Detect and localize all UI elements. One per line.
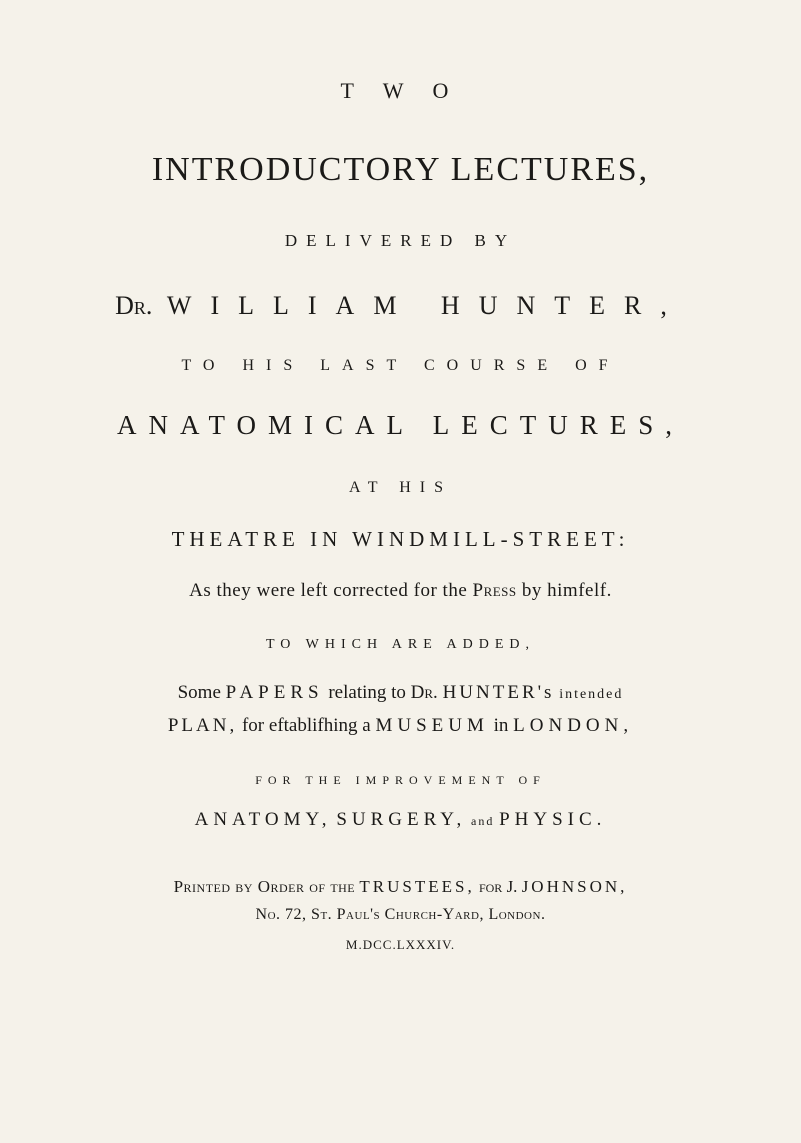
papers-line <box>0 683 801 702</box>
papers-dr: Dr. <box>410 682 438 703</box>
disciplines-line <box>0 810 801 829</box>
imprint-address: No. 72, St. Paul's Church-Yard, London. <box>255 906 546 923</box>
correction-post: by himfelf. <box>521 580 612 601</box>
imprint-for: for J. <box>478 877 518 896</box>
author-prefix: Dr. <box>115 291 153 320</box>
correction-note <box>0 581 801 600</box>
correction-pre: As they were left corrected for the <box>189 580 468 601</box>
papers-mid: relating to <box>328 682 406 703</box>
imprint-pre: Printed by Order of the <box>173 877 356 896</box>
delivered-by: DELIVERED BY <box>284 231 517 250</box>
imprint-johnson: JOHNSON, <box>521 877 628 896</box>
author-line <box>0 293 801 319</box>
title-word-two: T W O <box>340 78 461 103</box>
course-line: TO HIS LAST COURSE OF <box>181 357 620 374</box>
imprint-line <box>0 878 801 895</box>
discipline-physic: PHYSIC. <box>499 809 607 830</box>
theatre-line: THEATRE IN WINDMILL-STREET: <box>171 527 630 551</box>
plan-london: LONDON, <box>513 715 634 736</box>
anatomical-lectures: ANATOMICAL LECTURES, <box>116 410 684 440</box>
plan-in: in <box>493 715 509 736</box>
plan-word: PLAN, <box>167 715 238 736</box>
imprint-date: M.DCC.LXXXIV. <box>345 937 456 952</box>
author-name: WILLIAM HUNTER, <box>166 291 686 320</box>
papers-intended: intended <box>559 687 624 702</box>
correction-press: Press <box>472 580 517 601</box>
discipline-and: and <box>471 814 495 828</box>
at-his: AT HIS <box>348 479 453 496</box>
papers-pre: Some <box>177 682 221 703</box>
discipline-surgery: SURGERY, <box>336 809 467 830</box>
papers-hunters: HUNTER's <box>442 682 555 703</box>
imprint-trustees: TRUSTEES, <box>359 877 475 896</box>
main-title: INTRODUCTORY LECTURES, <box>151 151 650 188</box>
plan-line <box>0 716 801 735</box>
added-line: TO WHICH ARE ADDED, <box>265 637 536 652</box>
discipline-anatomy: ANATOMY, <box>194 809 332 830</box>
papers-word: PAPERS <box>225 682 324 703</box>
improvement-line: FOR THE IMPROVEMENT OF <box>255 773 546 787</box>
plan-mid: for eftablifhing a <box>241 715 371 736</box>
plan-museum: MUSEUM <box>375 715 489 736</box>
